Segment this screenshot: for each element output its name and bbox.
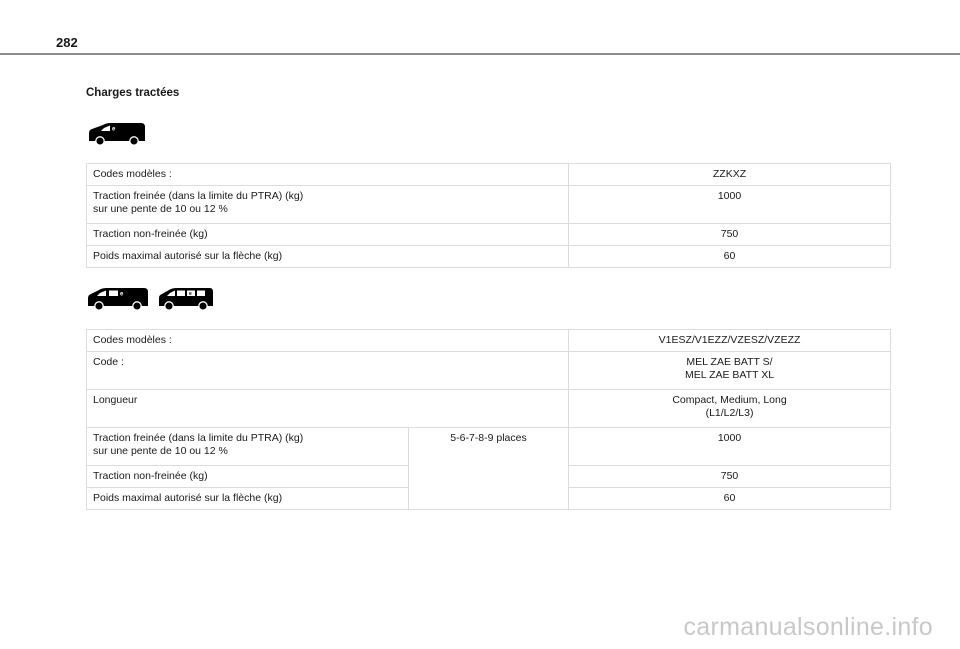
row-label: Poids maximal autorisé sur la flèche (kg)	[87, 246, 569, 268]
svg-text:e: e	[189, 291, 192, 298]
row-value: 60	[569, 246, 891, 268]
row-value: 1000	[569, 186, 891, 224]
table-row	[87, 246, 891, 268]
towing-table-2	[86, 329, 891, 510]
row-value: 1000	[569, 428, 891, 466]
row-label: Traction non-freinée (kg)	[87, 224, 569, 246]
row-value: 750	[569, 224, 891, 246]
page-number: 282	[56, 35, 78, 50]
label-line: Traction freinée (dans la limite du PTRA) (kg)	[93, 190, 304, 202]
van-short-icon	[86, 121, 148, 147]
value-line: MEL ZAE BATT S/	[686, 356, 773, 368]
section-title: Charges tractées	[86, 87, 180, 99]
row-label: Codes modèles :	[87, 330, 569, 352]
label-line: sur une pente de 10 ou 12 %	[93, 203, 228, 215]
van-minibus-icon	[157, 286, 215, 312]
svg-text:e: e	[112, 126, 116, 133]
watermark: carmanualsonline.info	[683, 613, 933, 641]
table-row	[87, 390, 891, 428]
row-value: 750	[569, 466, 891, 488]
label-line: sur une pente de 10 ou 12 %	[93, 445, 228, 457]
row-value: V1ESZ/V1EZZ/VZESZ/VZEZZ	[569, 330, 891, 352]
label-line: Traction freinée (dans la limite du PTRA) (kg)	[93, 432, 304, 444]
table-row	[87, 224, 891, 246]
row-label: Codes modèles :	[87, 164, 569, 186]
seats-cell: 5-6-7-8-9 places	[409, 428, 569, 510]
row-label: Poids maximal autorisé sur la flèche (kg)	[87, 488, 409, 510]
row-value: ZZKXZ	[569, 164, 891, 186]
row-label: Traction non-freinée (kg)	[87, 466, 409, 488]
table-row	[87, 428, 891, 466]
row-value	[569, 352, 891, 390]
value-line: Compact, Medium, Long	[672, 394, 787, 406]
table-row	[87, 352, 891, 390]
table-row	[87, 330, 891, 352]
table-row	[87, 186, 891, 224]
header-rule	[0, 53, 960, 55]
row-value	[569, 390, 891, 428]
svg-text:e: e	[120, 291, 124, 298]
value-line: MEL ZAE BATT XL	[684, 369, 775, 381]
van-panel-icon	[86, 286, 150, 312]
row-label	[87, 428, 409, 466]
row-label	[87, 186, 569, 224]
row-label: Longueur	[87, 390, 569, 428]
value-line: (L1/L2/L3)	[705, 407, 754, 419]
table-row	[87, 164, 891, 186]
towing-table-1	[86, 163, 891, 268]
row-label: Code :	[87, 352, 569, 390]
row-value: 60	[569, 488, 891, 510]
